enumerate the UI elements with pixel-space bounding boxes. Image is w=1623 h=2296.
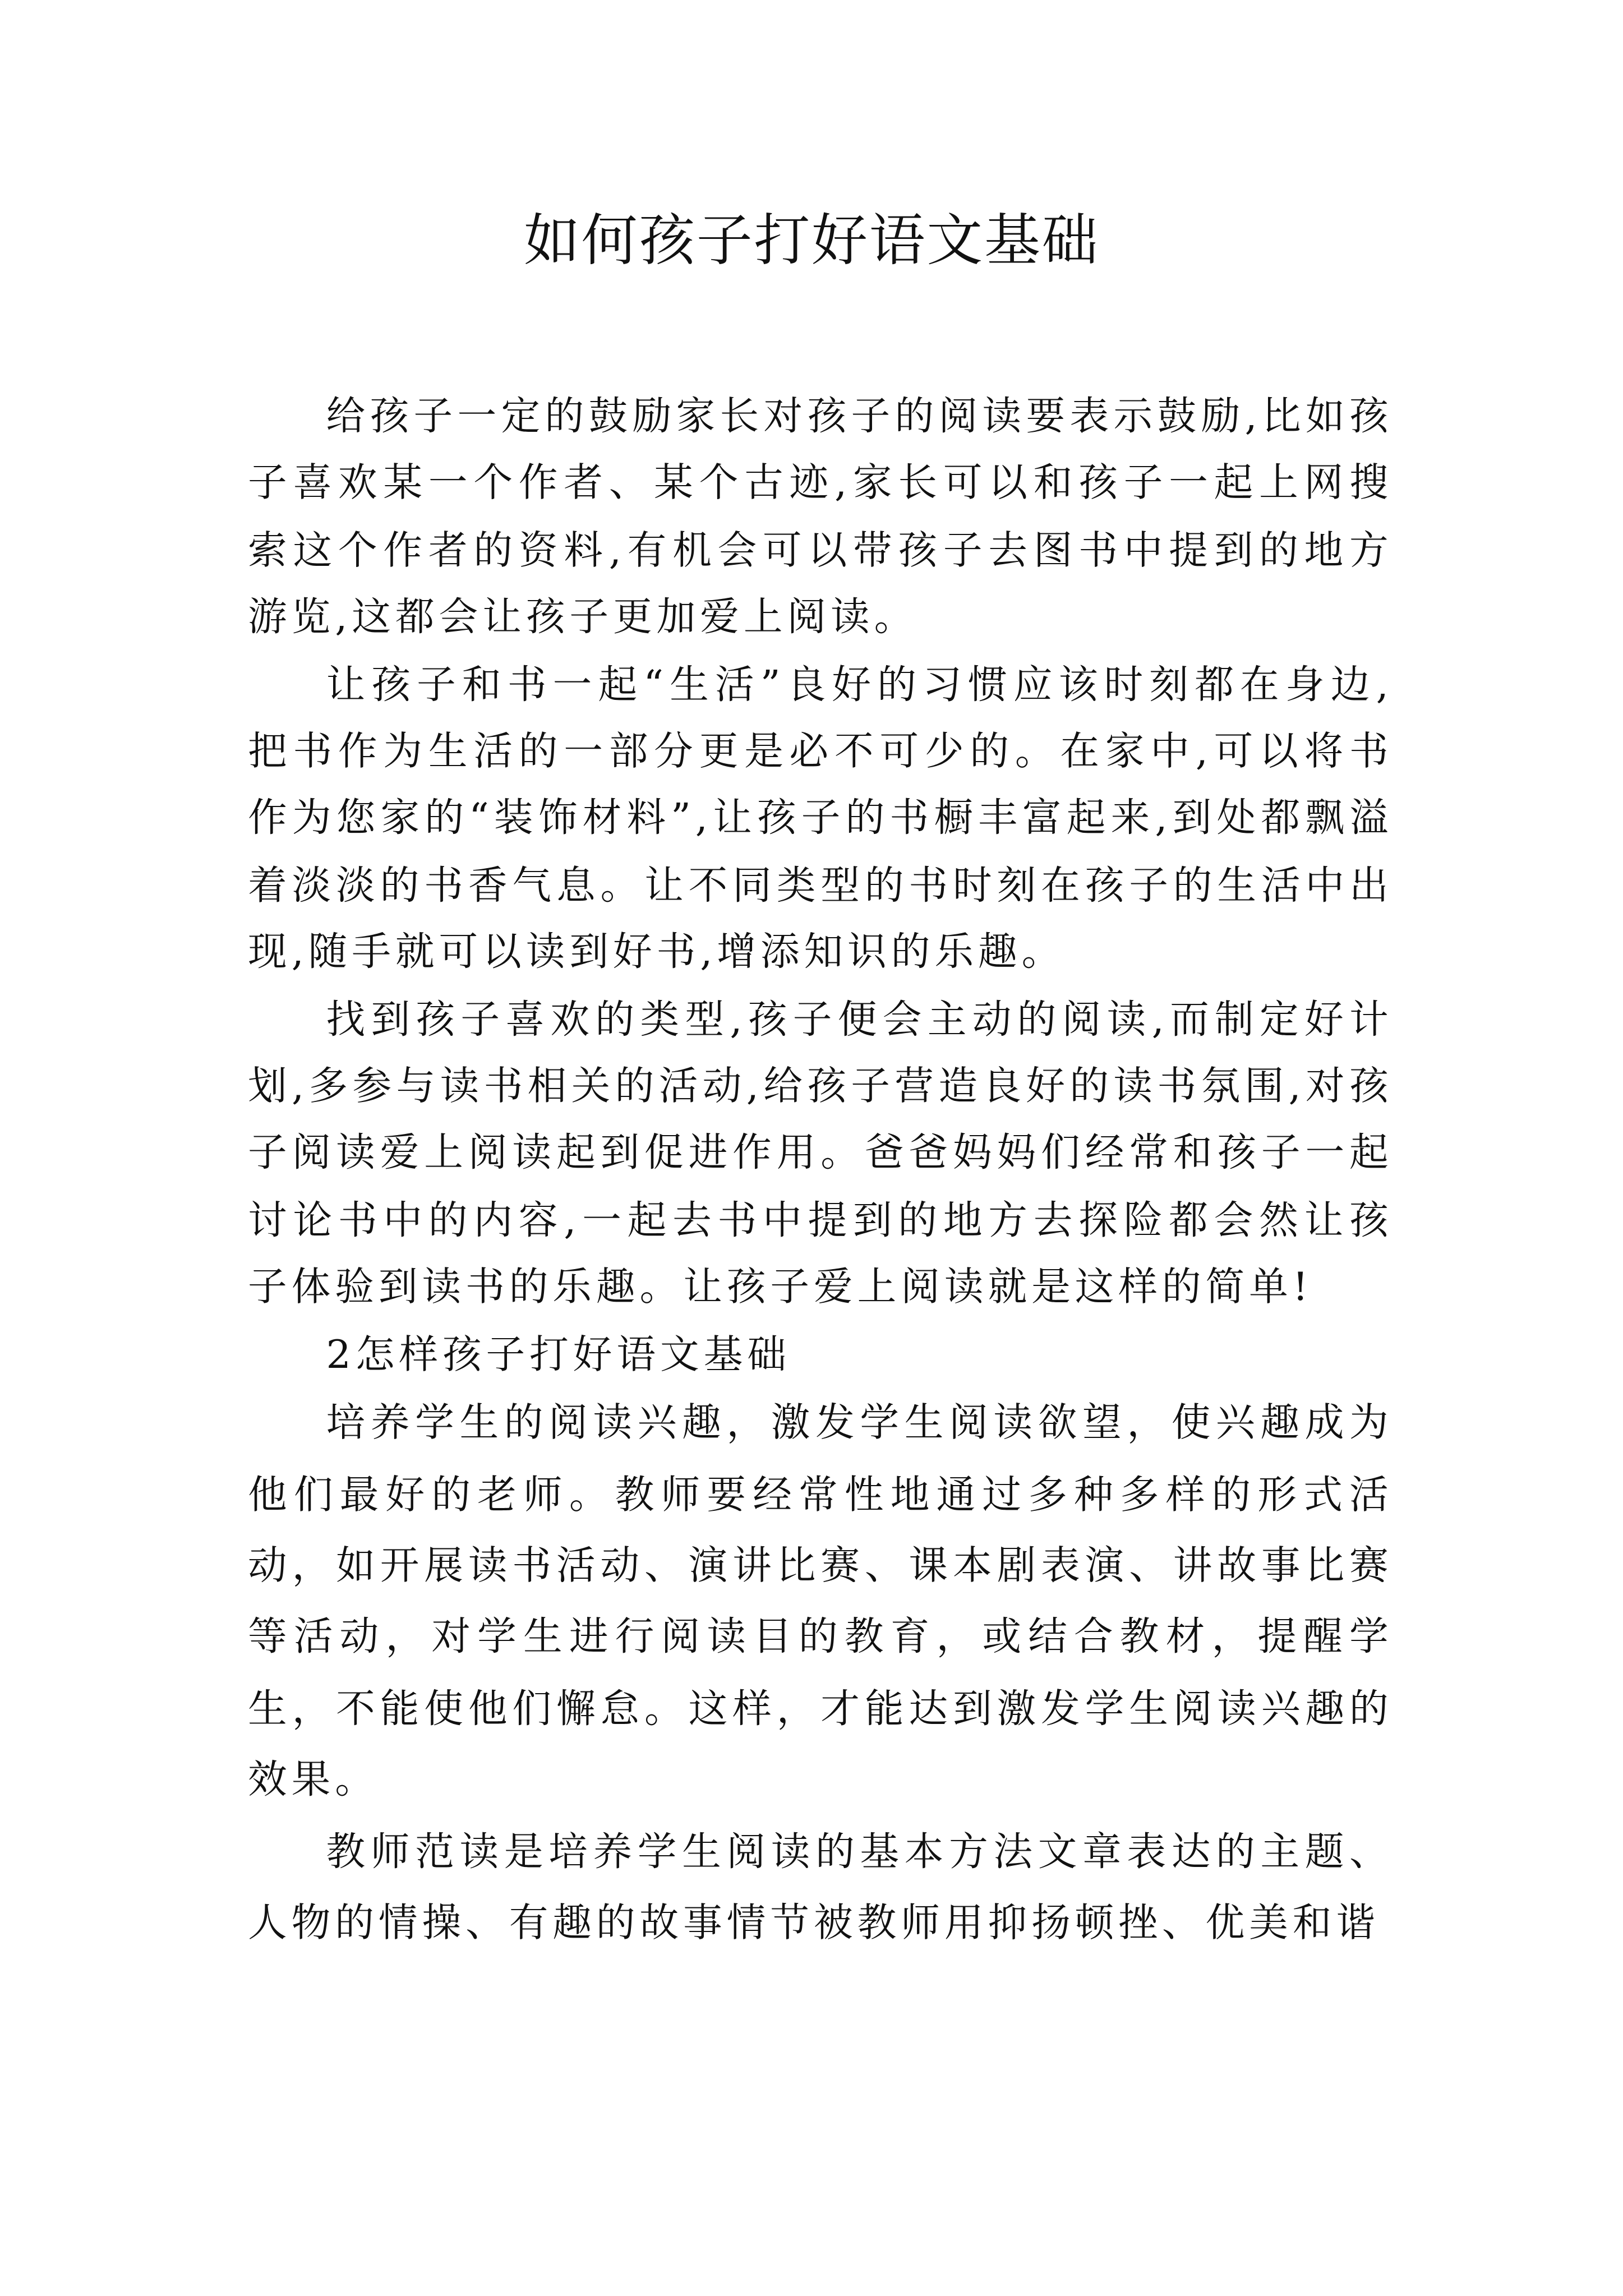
document-title: 如何孩子打好语文基础	[523, 208, 1100, 273]
paragraph-live-with-books: 让孩子和书一起“生活”良好的习惯应该时刻都在身边,把书作为生活的一部分更是必不可少的。在家中,可以将书作为您家的“装饰材料”,让孩子的书橱丰富起来,到处都飘溢着淡淡的书香气息。让不同类型的书时刻在孩子的生活中出现,随手就可以读到好书,增添知识的乐趣。	[248, 662, 1393, 976]
section-heading: 2怎样孩子打好语文基础	[326, 1331, 791, 1378]
paragraph-reading-interest: 培养学生的阅读兴趣，激发学生阅读欲望，使兴趣成为他们最好的老师。教师要经常性地通过多种多样的形式活动，如开展读书活动、演讲比赛、课本剧表演、讲故事比赛等活动，对学生进行阅读目的教育，或结合教材，提醒学生，不能使他们懈怠。这样，才能达到激发学生阅读兴趣的效果。	[248, 1400, 1393, 1804]
paragraph-teacher-reading: 教师范读是培养学生阅读的基本方法文章表达的主题、人物的情操、有趣的故事情节被教师用抑扬顿挫、优美和谐	[248, 1829, 1393, 1947]
document-body	[248, 384, 1393, 1960]
paragraph-encourage: 给孩子一定的鼓励家长对孩子的阅读要表示鼓励,比如孩子喜欢某一个作者、某个古迹,家长可以和孩子一起上网搜索这个作者的资料,有机会可以带孩子去图书中提到的地方游览,这都会让孩子更加爱上阅读。	[248, 394, 1393, 641]
paragraph-find-type: 找到孩子喜欢的类型,孩子便会主动的阅读,而制定好计划,多参与读书相关的活动,给孩子营造良好的读书氛围,对孩子阅读爱上阅读起到促进作用。爸爸妈妈们经常和孩子一起讨论书中的内容,一起去书中提到的地方去探险都会然让孩子体验到读书的乐趣。让孩子爱上阅读就是这样的简单!	[248, 997, 1393, 1311]
